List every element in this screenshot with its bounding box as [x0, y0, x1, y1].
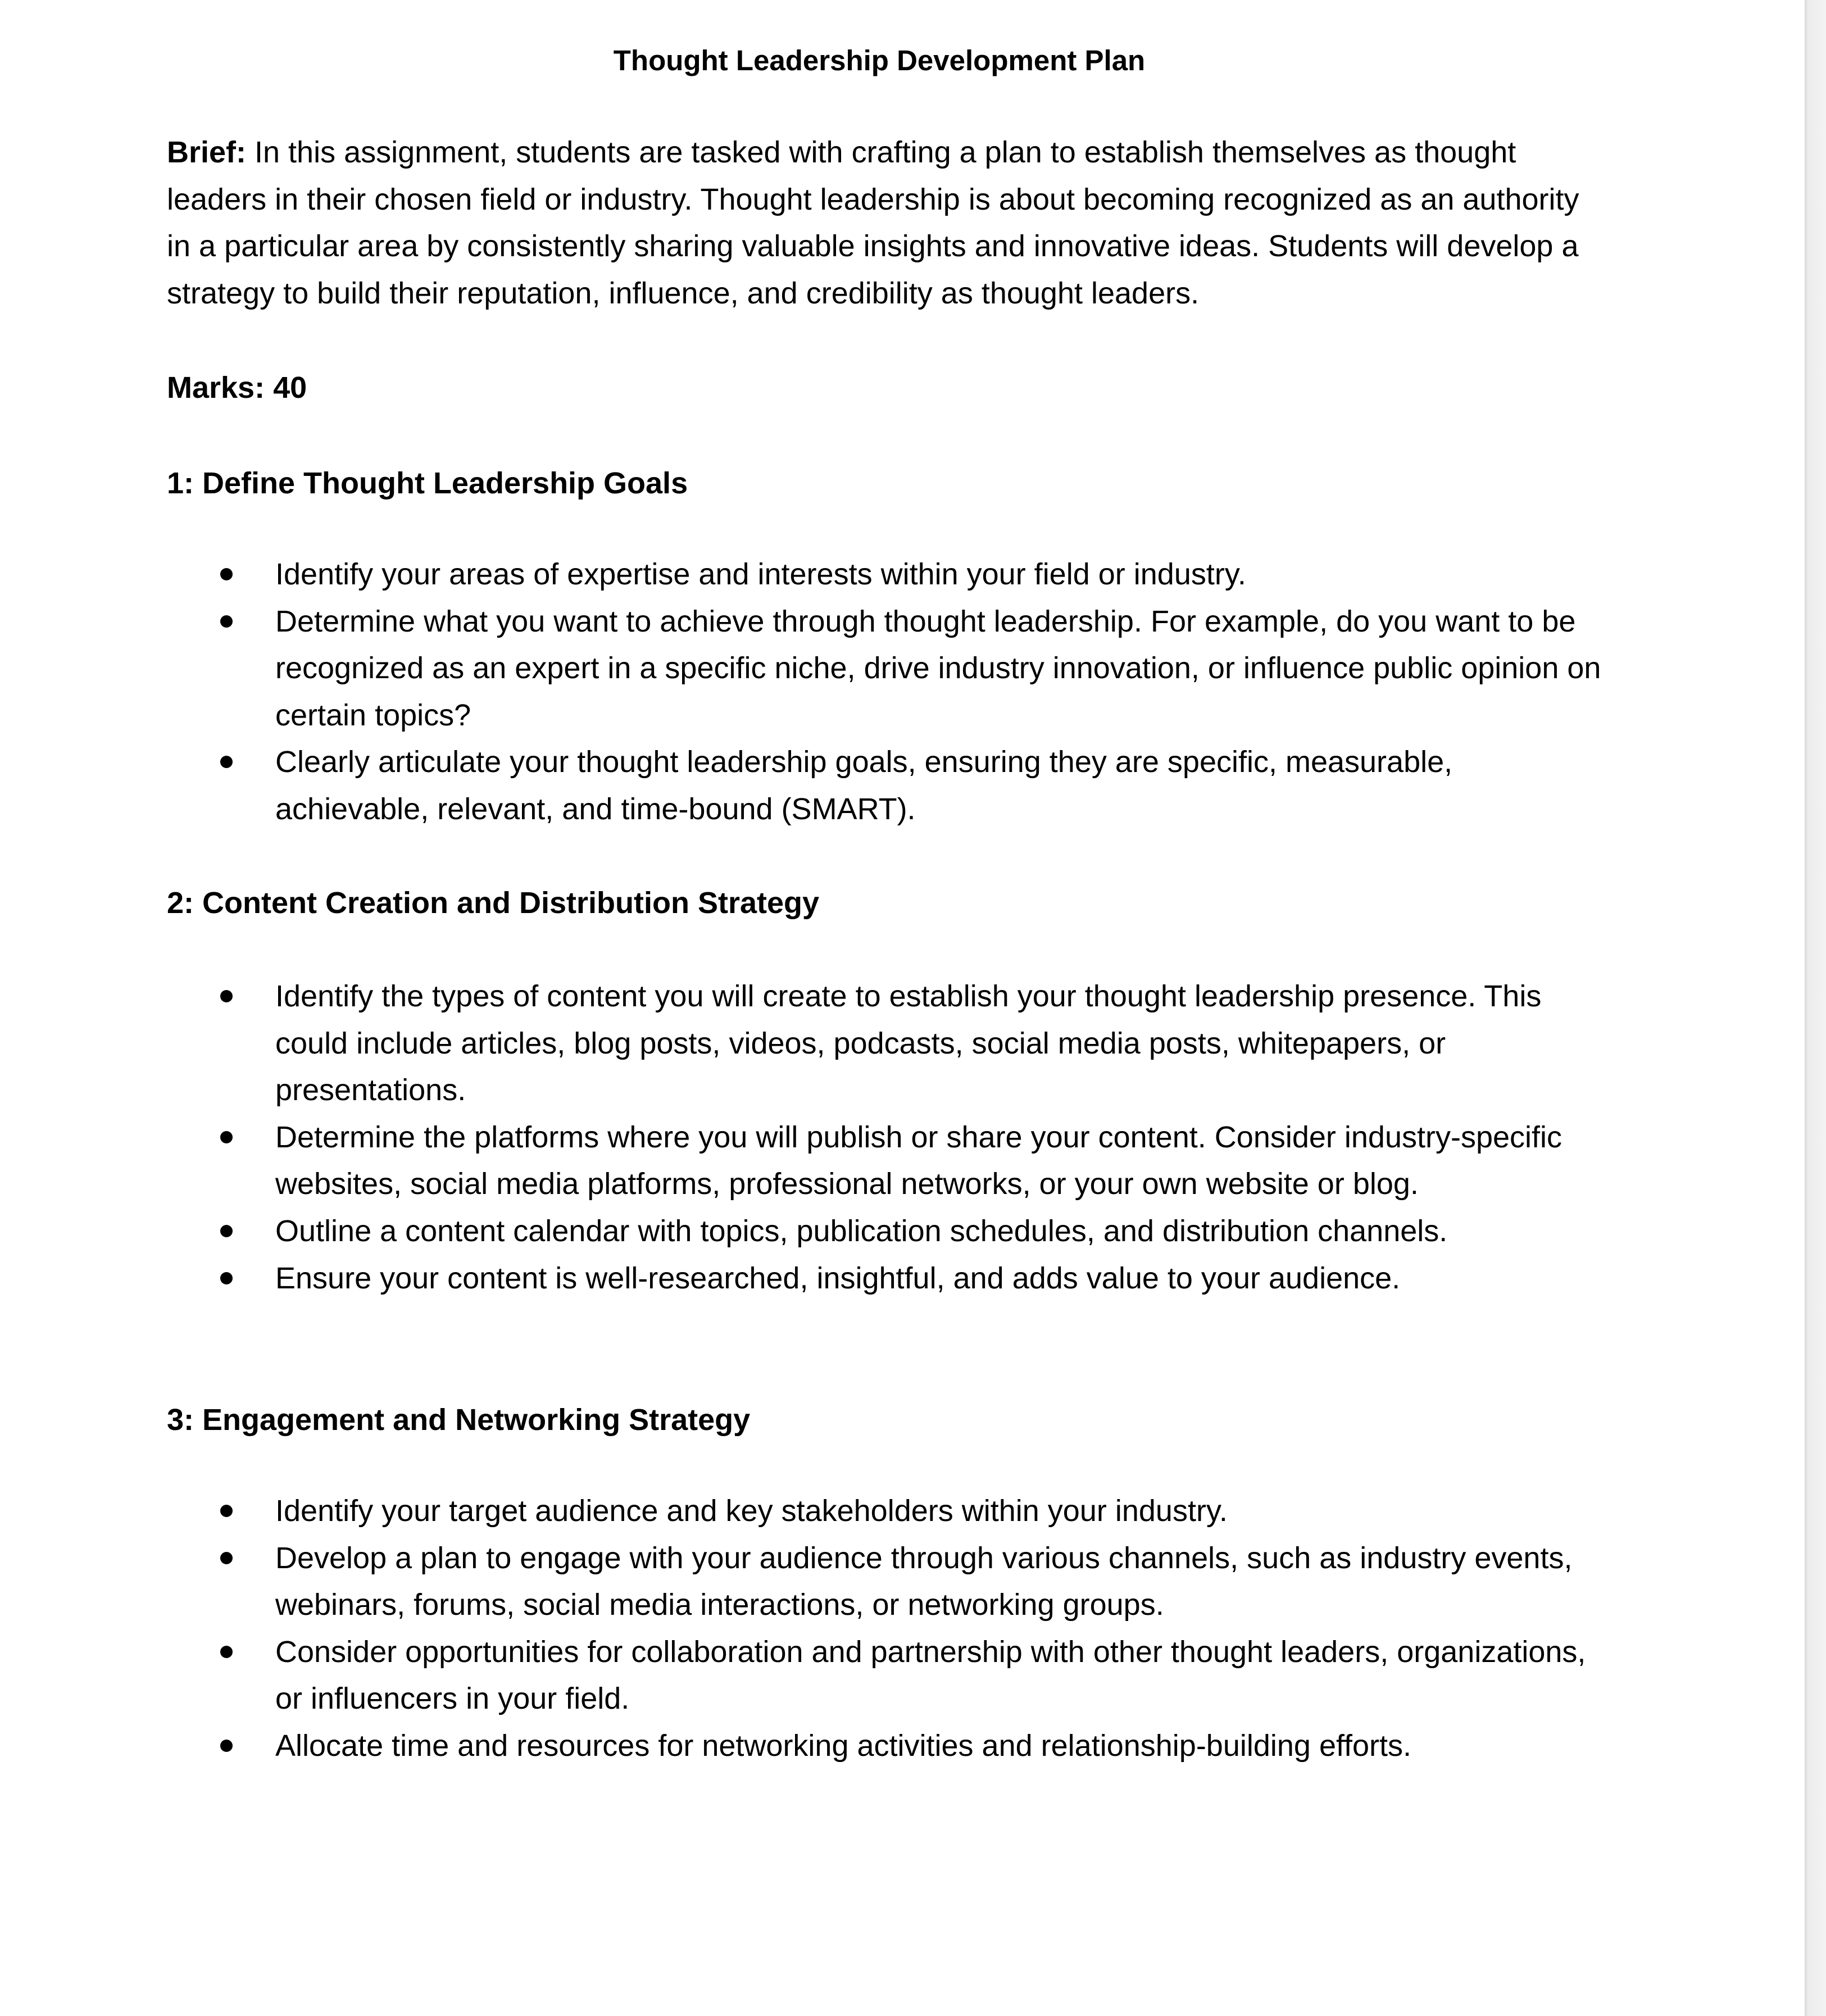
list-item-text: Develop a plan to engage with your audience through various channels, such as industry events, webinars, forums, social media interactions, or networking groups. — [275, 1541, 1573, 1622]
list-item-text: Determine the platforms where you will publish or share your content. Consider industry-specific websites, social media platforms, professional networks, or your own website or blog. — [275, 1120, 1562, 1201]
list-item — [275, 1255, 1601, 1302]
bullet-icon — [220, 615, 233, 628]
marks-line: Marks: 40 — [167, 371, 307, 405]
brief-text: In this assignment, students are tasked with crafting a plan to establish themselves as thought leaders in their chosen field or industry. Thought leadership is about becoming recognized as an authority in a particular area by consistently sharing valuable insights and innovative ideas. Students will develop a strategy to build their reputation, influence, and credibility as thought leaders. — [167, 135, 1579, 310]
list-item-text: Ensure your content is well-researched, insightful, and adds value to your audience. — [275, 1261, 1401, 1295]
bullet-icon — [220, 990, 233, 1002]
list-item-text: Determine what you want to achieve through thought leadership. For example, do you want to be recognized as an expert in a specific niche, drive industry innovation, or influence public opinion on certain topics? — [275, 604, 1601, 732]
list-item-text: Outline a content calendar with topics, publication schedules, and distribution channels. — [275, 1214, 1448, 1248]
section-3-heading: 3: Engagement and Networking Strategy — [167, 1403, 751, 1437]
brief-label: Brief: — [167, 135, 247, 169]
bullet-icon — [220, 1505, 233, 1517]
list-item — [275, 1114, 1601, 1208]
list-item-text: Identify your areas of expertise and interests within your field or industry. — [275, 557, 1246, 591]
bullet-icon — [220, 1225, 233, 1237]
document-title: Thought Leadership Development Plan — [613, 44, 1146, 76]
bullet-icon — [220, 568, 233, 580]
list-item — [275, 1723, 1601, 1770]
list-item — [275, 598, 1601, 739]
list-item — [275, 1488, 1601, 1535]
bullet-icon — [220, 1272, 233, 1284]
bullet-icon — [220, 1552, 233, 1564]
list-item-text: Identify your target audience and key stakeholders within your industry. — [275, 1494, 1228, 1528]
list-item-text: Allocate time and resources for networking activities and relationship-building efforts. — [275, 1728, 1412, 1763]
section-1-list — [275, 551, 1601, 833]
list-item-text: Consider opportunities for collaboration and partnership with other thought leaders, organizations, or influencers in your field. — [275, 1634, 1586, 1716]
list-item-text: Clearly articulate your thought leadership goals, ensuring they are specific, measurable, achievable, relevant, and time-bound (SMART). — [275, 745, 1453, 826]
bullet-icon — [220, 756, 233, 768]
bullet-icon — [220, 1131, 233, 1143]
section-2-list — [275, 973, 1601, 1302]
page-edge-shadow — [1805, 0, 1826, 2016]
section-1-heading: 1: Define Thought Leadership Goals — [167, 466, 688, 500]
brief-paragraph — [167, 129, 1605, 317]
bullet-icon — [220, 1646, 233, 1658]
list-item — [275, 1629, 1601, 1723]
list-item — [275, 1208, 1601, 1255]
list-item — [275, 551, 1601, 598]
list-item-text: Identify the types of content you will create to establish your thought leadership presence. This could include articles, blog posts, videos, podcasts, social media posts, whitepapers, or presentations. — [275, 979, 1542, 1107]
section-2-heading: 2: Content Creation and Distribution Strategy — [167, 886, 820, 920]
list-item — [275, 739, 1601, 833]
bullet-icon — [220, 1740, 233, 1752]
section-3-list — [275, 1488, 1601, 1770]
list-item — [275, 1535, 1601, 1629]
list-item — [275, 973, 1601, 1114]
